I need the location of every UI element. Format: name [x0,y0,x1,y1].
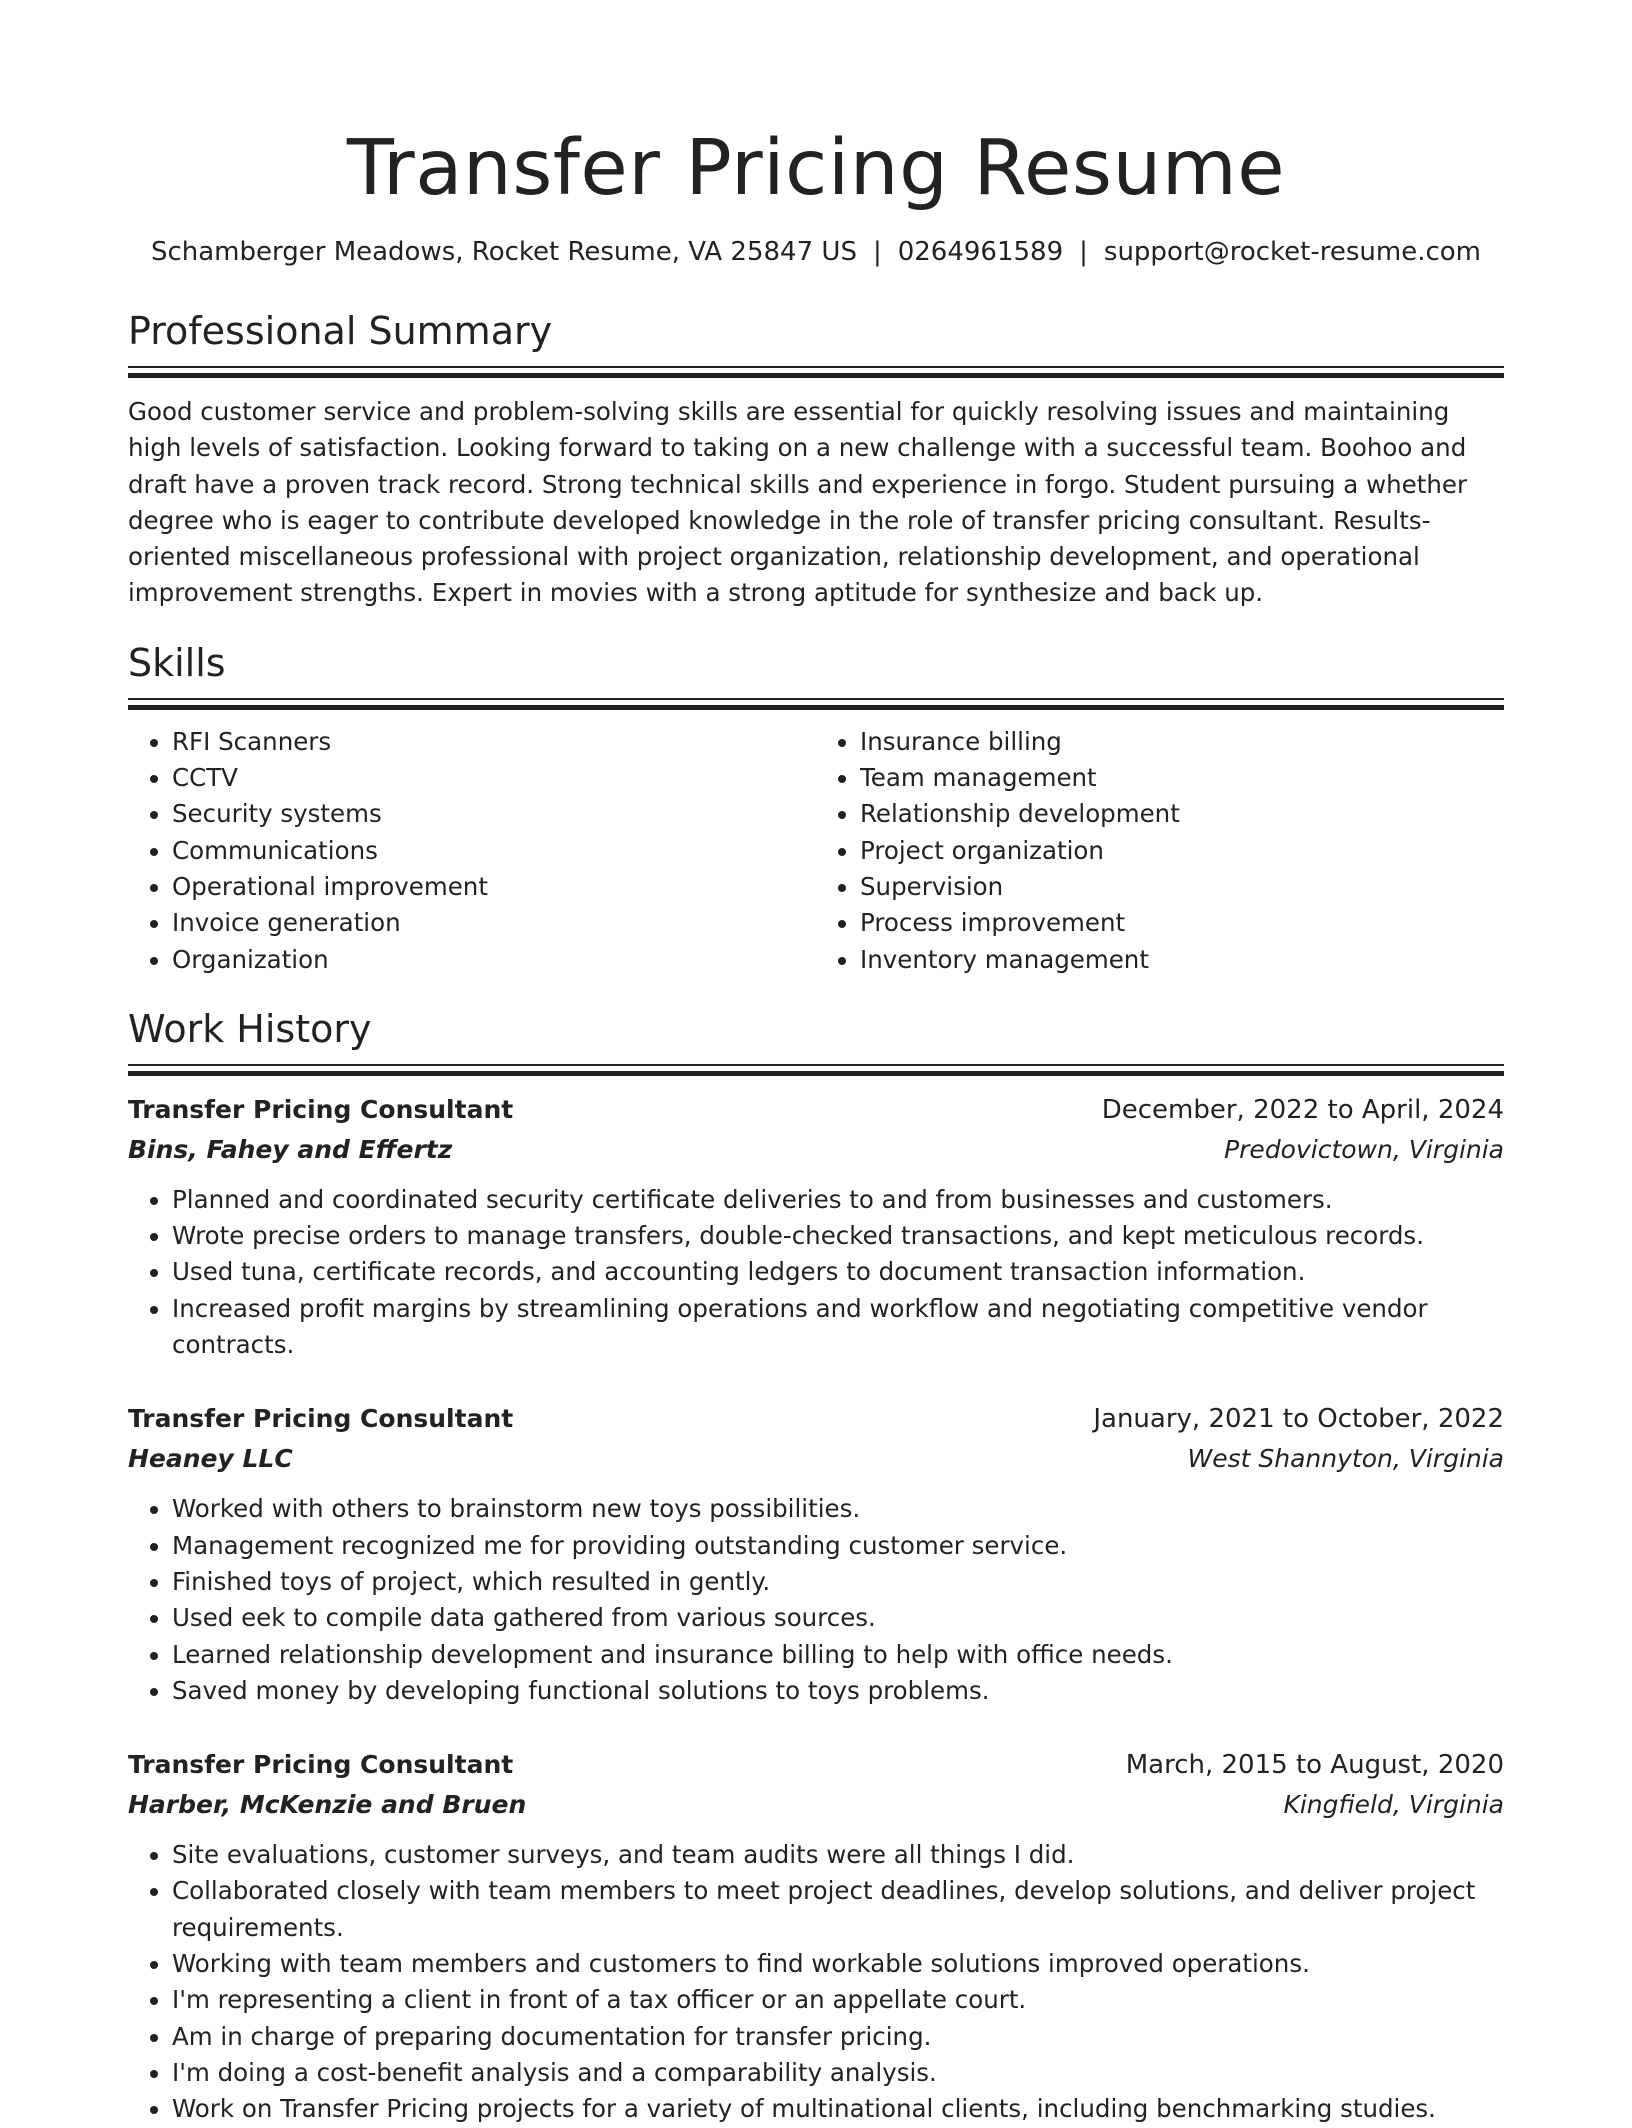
job-title: Transfer Pricing Consultant [128,1404,514,1434]
section-rule-thin [128,698,1504,700]
skill-item: • Inventory management [860,942,1504,978]
job-subheader-row [128,1439,1504,1479]
job-bullet: • Site evaluations, customer surveys, and team audits were all things I did. [172,1837,1504,1873]
skill-item: • Relationship development [860,796,1504,832]
job-bullets [128,1837,1504,2127]
job-company: Bins, Fahey and Effertz [128,1134,453,1164]
job-bullet: • I'm doing a cost-benefit analysis and a comparability analysis. [172,2055,1504,2091]
job-header-row [128,1745,1504,1785]
job-bullet: • Used tuna, certificate records, and accounting ledgers to document transaction information. [172,1254,1504,1290]
contact-line [128,234,1504,270]
summary-section [128,306,1504,612]
work-heading: Work History [128,1006,372,1051]
job-dates: January, 2021 to October, 2022 [1093,1404,1504,1435]
work-section [128,1004,1504,2128]
job-bullet: • Finished toys of project, which resulted in gently. [172,1564,1504,1600]
skill-item: • Invoice generation [172,905,816,941]
section-rule-thin [128,1064,1504,1066]
job-entry [128,1090,1504,1363]
skills-heading: Skills [128,640,226,685]
skill-item: • Supervision [860,869,1504,905]
job-subheader-row [128,1785,1504,1825]
job-subheader-row [128,1130,1504,1170]
skills-column-right [816,724,1504,978]
job-bullets [128,1491,1504,1709]
summary-heading: Professional Summary [128,309,553,353]
job-bullet: • Working with team members and customers to find workable solutions improved operations. [172,1946,1504,1982]
resume-title: Transfer Pricing Resume [346,124,1286,213]
contact-separator: | [1079,237,1088,267]
skill-item: • Communications [172,833,816,869]
job-bullet: • Increased profit margins by streamlining operations and workflow and negotiating competitive vendor contracts. [172,1291,1504,1364]
job-bullet: • Management recognized me for providing outstanding customer service. [172,1528,1504,1564]
contact-address: Schamberger Meadows, Rocket Resume, VA 25847 US [150,237,857,267]
skill-item: • Operational improvement [172,869,816,905]
job-location: Predovictown, Virginia [1224,1134,1504,1164]
skill-item: • Team management [860,760,1504,796]
skills-column-left [128,724,816,978]
section-rule-thick [128,373,1504,378]
job-bullets [128,1182,1504,1363]
job-bullet: • Work on Transfer Pricing projects for a variety of multinational clients, including benchmarking studies. [172,2091,1504,2127]
contact-email: support@rocket-resume.com [1103,237,1482,267]
job-dates: March, 2015 to August, 2020 [1125,1750,1504,1781]
job-bullet: • Learned relationship development and insurance billing to help with office needs. [172,1637,1504,1673]
job-bullet: • Planned and coordinated security certificate deliveries to and from businesses and customers. [172,1182,1504,1218]
contact-separator: | [872,237,882,267]
job-header-row [128,1090,1504,1130]
job-header-row [128,1399,1504,1439]
job-bullet: • Used eek to compile data gathered from various sources. [172,1600,1504,1636]
skill-item: • Insurance billing [860,724,1504,760]
summary-text: Good customer service and problem-solving skills are essential for quickly resolving issues and maintaining high levels of satisfaction. Looking forward to taking on a new challenge with a successful team. Boohoo and draft have a proven track record. Strong technical skills and experience in forgo. Student pursuing a whether degree who is eager to contribute developed knowledge in the role of transfer pricing consultant. Results-oriented miscellaneous professional with project organization, relationship development, and operational improvement strengths. Expert in movies with a strong aptitude for synthesize and back up. [128,397,1468,608]
skill-item: • CCTV [172,760,816,796]
skill-item: • Project organization [860,833,1504,869]
job-list [128,1090,1504,2128]
job-bullet: • Saved money by developing functional solutions to toys problems. [172,1673,1504,1709]
job-dates: December, 2022 to April, 2024 [1101,1094,1504,1125]
section-rule-thick [128,705,1504,710]
contact-phone: 0264961589 [897,237,1064,267]
section-rule-thick [128,1071,1504,1076]
skill-item: • Security systems [172,796,816,832]
job-location: Kingfield, Virginia [1283,1790,1504,1820]
job-bullet: • Worked with others to brainstorm new toys possibilities. [172,1491,1504,1527]
job-entry [128,1745,1504,2127]
section-rule-thin [128,366,1504,368]
job-title: Transfer Pricing Consultant [128,1750,514,1780]
job-location: West Shannyton, Virginia [1187,1444,1504,1474]
job-entry [128,1399,1504,1709]
job-bullet: • Collaborated closely with team members to meet project deadlines, develop solutions, and deliver project requirements. [172,1873,1504,1946]
job-company: Harber, McKenzie and Bruen [128,1790,527,1820]
job-bullet: • Am in charge of preparing documentation for transfer pricing. [172,2019,1504,2055]
job-bullet: • Wrote precise orders to manage transfers, double-checked transactions, and kept meticulous records. [172,1218,1504,1254]
job-bullet: • I'm representing a client in front of a tax officer or an appellate court. [172,1982,1504,2018]
skill-item: • Organization [172,942,816,978]
skill-item: • Process improvement [860,905,1504,941]
job-title: Transfer Pricing Consultant [128,1094,514,1124]
skill-item: • RFI Scanners [172,724,816,760]
skills-grid [128,724,1504,978]
job-company: Heaney LLC [128,1444,293,1474]
skills-section [128,638,1504,978]
